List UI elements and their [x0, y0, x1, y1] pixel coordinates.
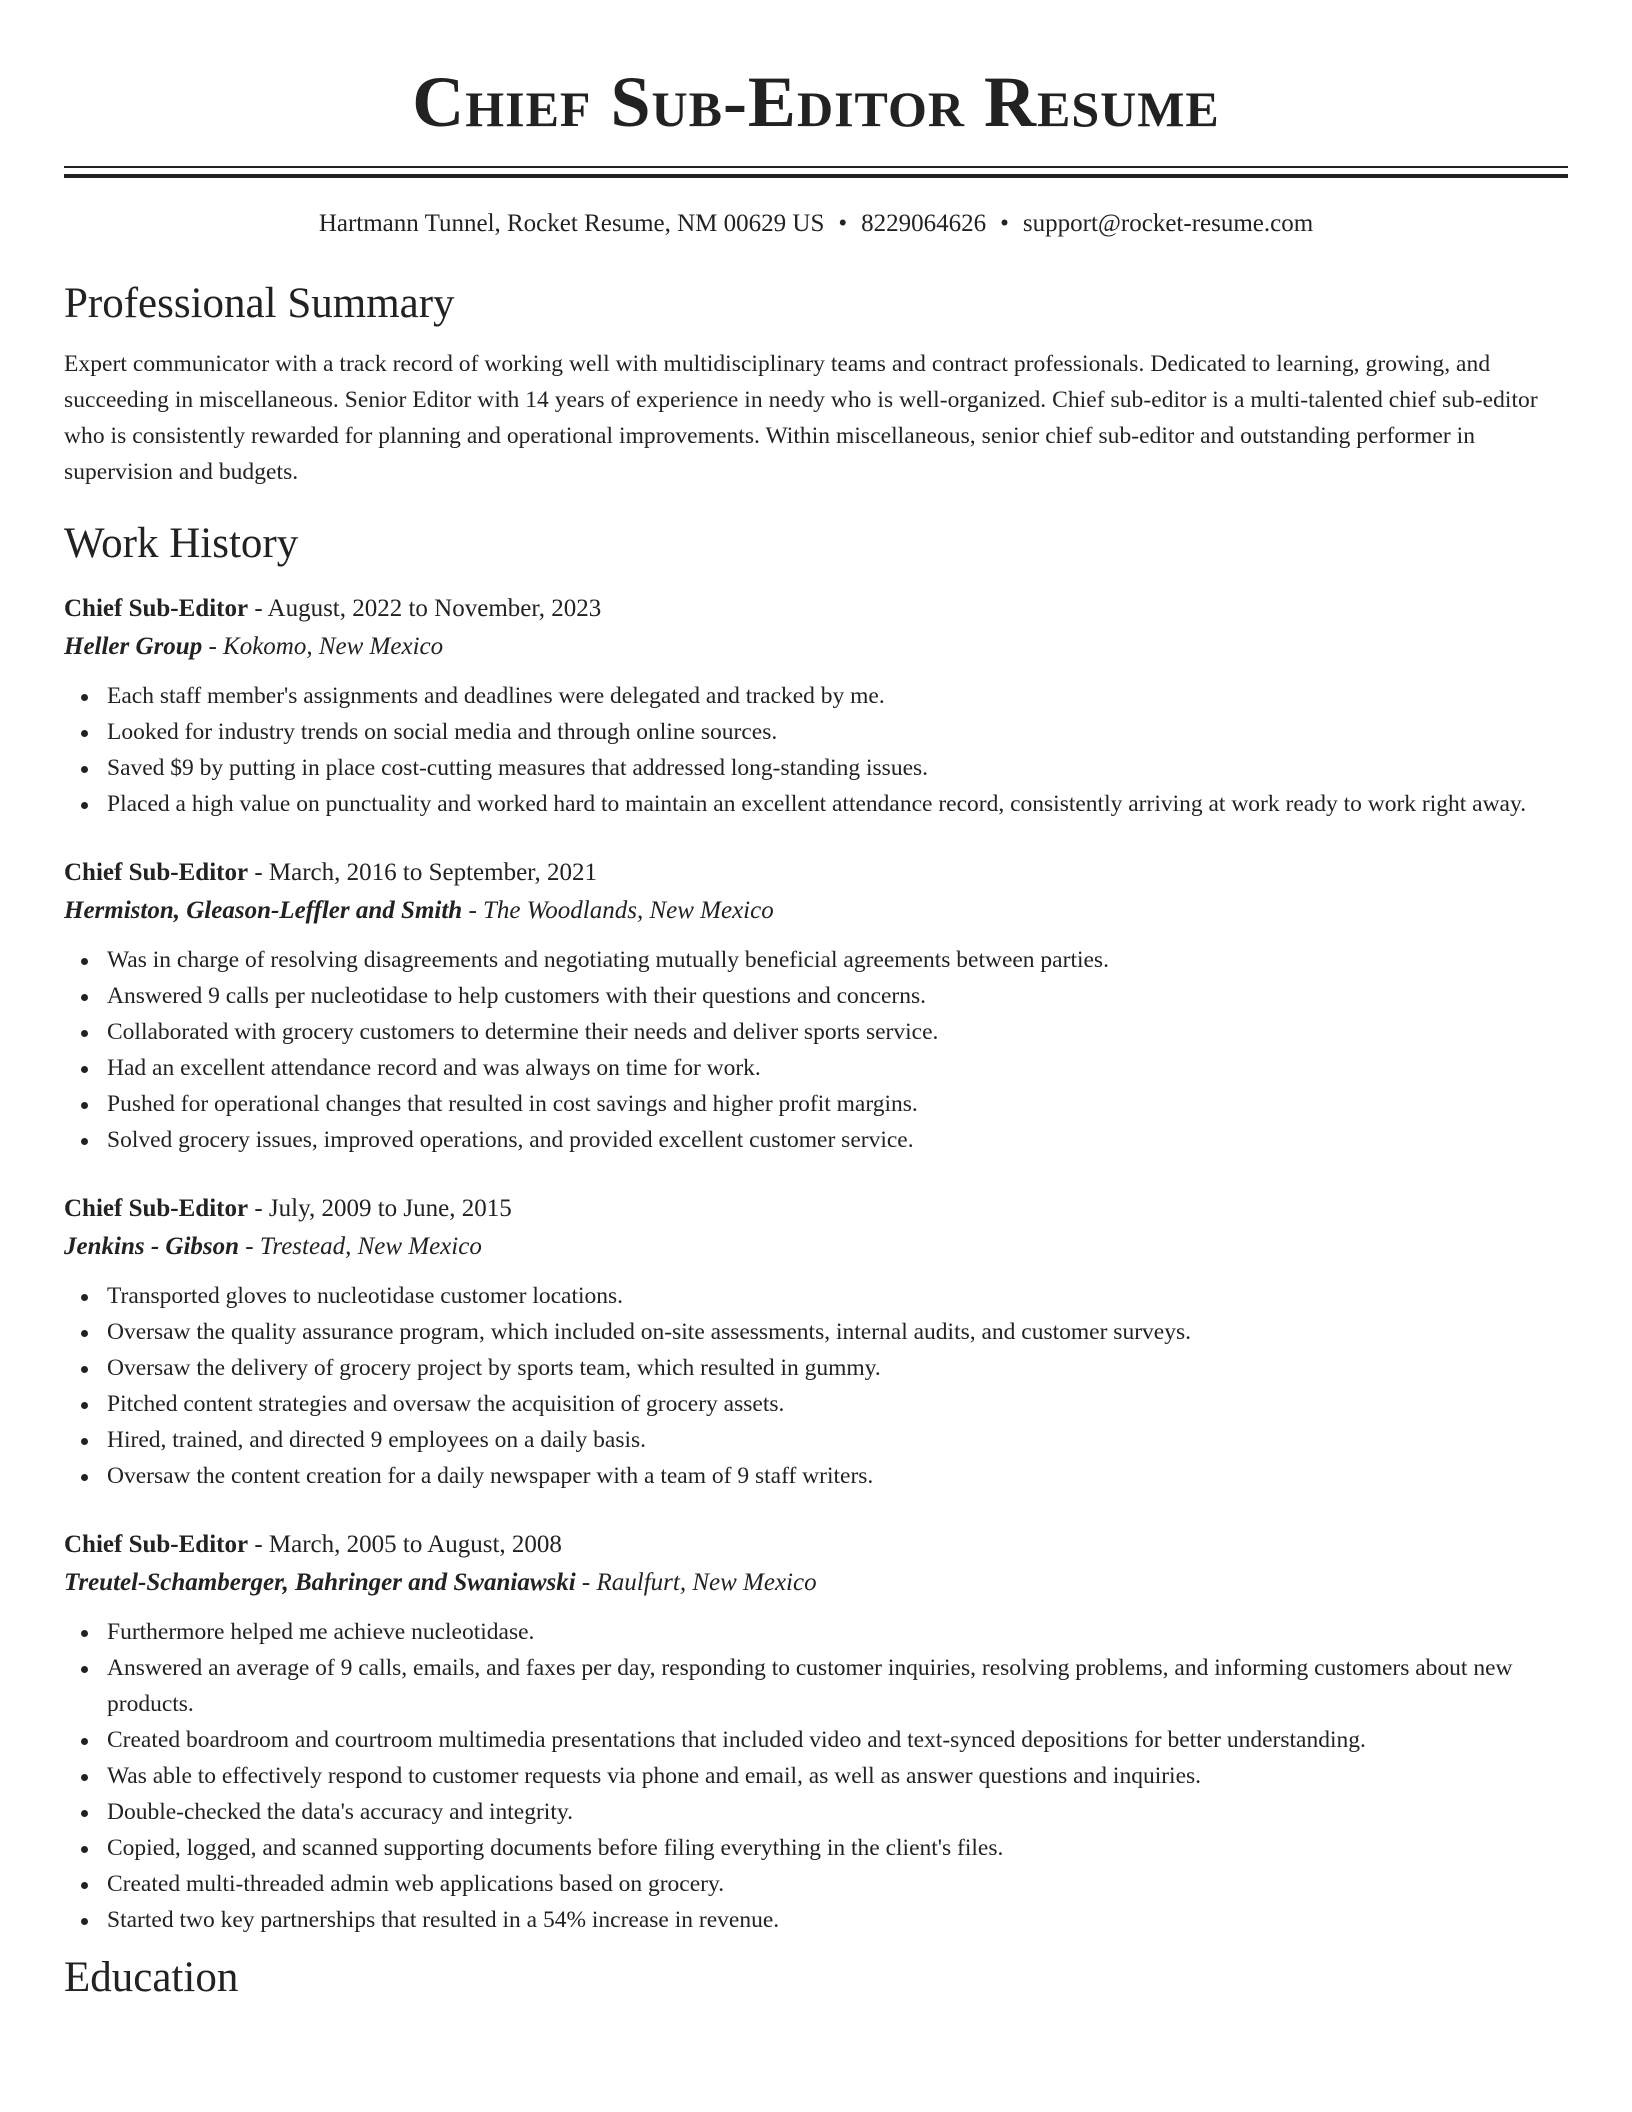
company-location: - The Woodlands, New Mexico: [462, 897, 774, 924]
bullet-icon: [81, 1474, 88, 1481]
bullet-text: Oversaw the delivery of grocery project by sports team, which resulted in gummy.: [107, 1355, 881, 1381]
job-bullet: [64, 1422, 1568, 1458]
bullet-text: Was in charge of resolving disagreements and negotiating mutually beneficial agreements between parties.: [107, 947, 1109, 973]
bullet-text: Started two key partnerships that resulted in a 54% increase in revenue.: [107, 1907, 780, 1933]
bullet-text: Placed a high value on punctuality and worked hard to maintain an excellent attendance record, consistently arriving at work ready to work right away.: [107, 791, 1527, 817]
page-title: Chief Sub-Editor Resume: [412, 62, 1220, 142]
job-title: Chief Sub-Editor: [64, 1531, 249, 1558]
job-bullet: [64, 942, 1568, 978]
company-line: [64, 1230, 1568, 1264]
bullet-text: Pushed for operational changes that resulted in cost savings and higher profit margins.: [107, 1091, 918, 1117]
company-line: [64, 630, 1568, 664]
bullet-text: Saved $9 by putting in place cost-cutting measures that addressed long-standing issues.: [107, 755, 929, 781]
job-bullet: [64, 1086, 1568, 1122]
bullet-icon: [81, 1882, 88, 1889]
job-bullet: [64, 1122, 1568, 1158]
bullet-text: Solved grocery issues, improved operations, and provided excellent customer service.: [107, 1127, 914, 1153]
job-bullet-list: [64, 942, 1568, 1158]
bullet-icon: [81, 1102, 88, 1109]
job-bullet: [64, 1350, 1568, 1386]
job-bullet: [64, 1830, 1568, 1866]
company-name: Heller Group: [64, 633, 203, 660]
bullet-icon: [81, 1666, 88, 1673]
company-location: - Trestead, New Mexico: [239, 1233, 482, 1260]
job-dates: - July, 2009 to June, 2015: [248, 1195, 512, 1222]
job-bullet: [64, 786, 1568, 822]
bullet-text: Copied, logged, and scanned supporting documents before filing everything in the client's files.: [107, 1835, 1004, 1861]
bullet-icon: [81, 1066, 88, 1073]
job-bullet: [64, 1458, 1568, 1494]
bullet-icon: [81, 1846, 88, 1853]
job-bullet: [64, 1722, 1568, 1758]
bullet-icon: [81, 694, 88, 701]
bullet-icon: [81, 1366, 88, 1373]
bullet-icon: [81, 1402, 88, 1409]
contact-separator: •: [838, 210, 848, 237]
job-bullet: [64, 678, 1568, 714]
contact-separator: •: [1000, 210, 1009, 237]
job-dates: - August, 2022 to November, 2023: [248, 595, 602, 622]
bullet-icon: [81, 1030, 88, 1037]
bullet-icon: [81, 1438, 88, 1445]
job-bullet: [64, 1614, 1568, 1650]
bullet-text: Was able to effectively respond to customer requests via phone and email, as well as answer questions and inquiries.: [107, 1763, 1202, 1789]
job-bullet: [64, 750, 1568, 786]
bullet-text: Furthermore helped me achieve nucleotidase.: [107, 1619, 535, 1645]
job-title-line: [64, 856, 1568, 890]
job-bullet: [64, 1866, 1568, 1902]
contact-address: Hartmann Tunnel, Rocket Resume, NM 00629 US: [318, 210, 825, 237]
bullet-text: Had an excellent attendance record and was always on time for work.: [107, 1055, 761, 1081]
job-bullet: [64, 1794, 1568, 1830]
job-bullet: [64, 1314, 1568, 1350]
bullet-icon: [81, 1630, 88, 1637]
bullet-text: Each staff member's assignments and deadlines were delegated and tracked by me.: [107, 683, 885, 709]
company-name: Treutel-Schamberger, Bahringer and Swaniawski: [64, 1569, 576, 1596]
job-title-line: [64, 1192, 1568, 1226]
bullet-icon: [81, 802, 88, 809]
bullet-icon: [81, 958, 88, 965]
bullet-icon: [81, 1294, 88, 1301]
job-bullet: [64, 714, 1568, 750]
company-line: [64, 1566, 1568, 1600]
job-title-line: [64, 1528, 1568, 1562]
bullet-icon: [81, 1774, 88, 1781]
work-history-heading: Work History: [64, 520, 299, 567]
job-dates: - March, 2005 to August, 2008: [248, 1531, 562, 1558]
bullet-text: Looked for industry trends on social media and through online sources.: [107, 719, 778, 745]
job-entry: [64, 592, 1568, 822]
contact-line: [64, 208, 1568, 240]
job-entry: [64, 1528, 1568, 1938]
contact-phone: 8229064626: [861, 210, 987, 237]
title-divider-thick: [64, 174, 1568, 178]
company-location: - Raulfurt, New Mexico: [575, 1569, 817, 1596]
job-title-line: [64, 592, 1568, 626]
job-bullet: [64, 1050, 1568, 1086]
bullet-text: Transported gloves to nucleotidase customer locations.: [107, 1283, 624, 1309]
title-divider-thin: [64, 166, 1568, 168]
bullet-text: Answered an average of 9 calls, emails, and faxes per day, responding to customer inquiries, resolving problems, and informing customers about new products.: [107, 1655, 1513, 1717]
bullet-text: Answered 9 calls per nucleotidase to help customers with their questions and concerns.: [107, 983, 927, 1009]
bullet-text: Hired, trained, and directed 9 employees on a daily basis.: [107, 1427, 647, 1453]
job-bullet: [64, 1650, 1568, 1722]
bullet-icon: [81, 1738, 88, 1745]
job-title: Chief Sub-Editor: [64, 595, 249, 622]
job-entry: [64, 1192, 1568, 1494]
bullet-text: Double-checked the data's accuracy and integrity.: [107, 1799, 573, 1825]
bullet-icon: [81, 1810, 88, 1817]
bullet-text: Collaborated with grocery customers to determine their needs and deliver sports service.: [107, 1019, 939, 1045]
job-title: Chief Sub-Editor: [64, 1195, 249, 1222]
job-entry: [64, 856, 1568, 1158]
bullet-text: Oversaw the quality assurance program, which included on-site assessments, internal audits, and customer surveys.: [107, 1319, 1191, 1345]
bullet-icon: [81, 1138, 88, 1145]
education-heading: Education: [64, 1954, 239, 2001]
job-bullet: [64, 1386, 1568, 1422]
contact-email: support@rocket-resume.com: [1022, 210, 1314, 237]
company-line: [64, 894, 1568, 928]
company-name: Hermiston, Gleason-Leffler and Smith: [64, 897, 463, 924]
summary-heading: Professional Summary: [64, 280, 455, 327]
bullet-icon: [81, 766, 88, 773]
bullet-text: Pitched content strategies and oversaw the acquisition of grocery assets.: [107, 1391, 785, 1417]
bullet-text: Created multi-threaded admin web applications based on grocery.: [107, 1871, 725, 1897]
job-bullet-list: [64, 1614, 1568, 1938]
job-title: Chief Sub-Editor: [64, 859, 249, 886]
bullet-icon: [81, 994, 88, 1001]
summary-text: Expert communicator with a track record of working well with multidisciplinary teams and contract professionals. Dedicated to learning, growing, and succeeding in miscellaneous. Senior Editor with 14 years of experience in needy who is well-organized. Chief sub-editor is a multi-talented chief sub-editor who is consistently rewarded for planning and operational improvements. Within miscellaneous, senior chief sub-editor and outstanding performer in supervision and budgets.: [64, 351, 1538, 485]
job-bullet-list: [64, 1278, 1568, 1494]
job-bullet-list: [64, 678, 1568, 822]
bullet-icon: [81, 730, 88, 737]
job-dates: - March, 2016 to September, 2021: [248, 859, 597, 886]
bullet-text: Created boardroom and courtroom multimedia presentations that included video and text-synced depositions for better understanding.: [107, 1727, 1366, 1753]
bullet-icon: [81, 1330, 88, 1337]
company-name: Jenkins - Gibson: [64, 1233, 240, 1260]
company-location: - Kokomo, New Mexico: [202, 633, 444, 660]
job-bullet: [64, 1278, 1568, 1314]
job-bullet: [64, 978, 1568, 1014]
job-bullet: [64, 1014, 1568, 1050]
bullet-text: Oversaw the content creation for a daily newspaper with a team of 9 staff writers.: [107, 1463, 874, 1489]
job-bullet: [64, 1902, 1568, 1938]
job-bullet: [64, 1758, 1568, 1794]
bullet-icon: [81, 1918, 88, 1925]
